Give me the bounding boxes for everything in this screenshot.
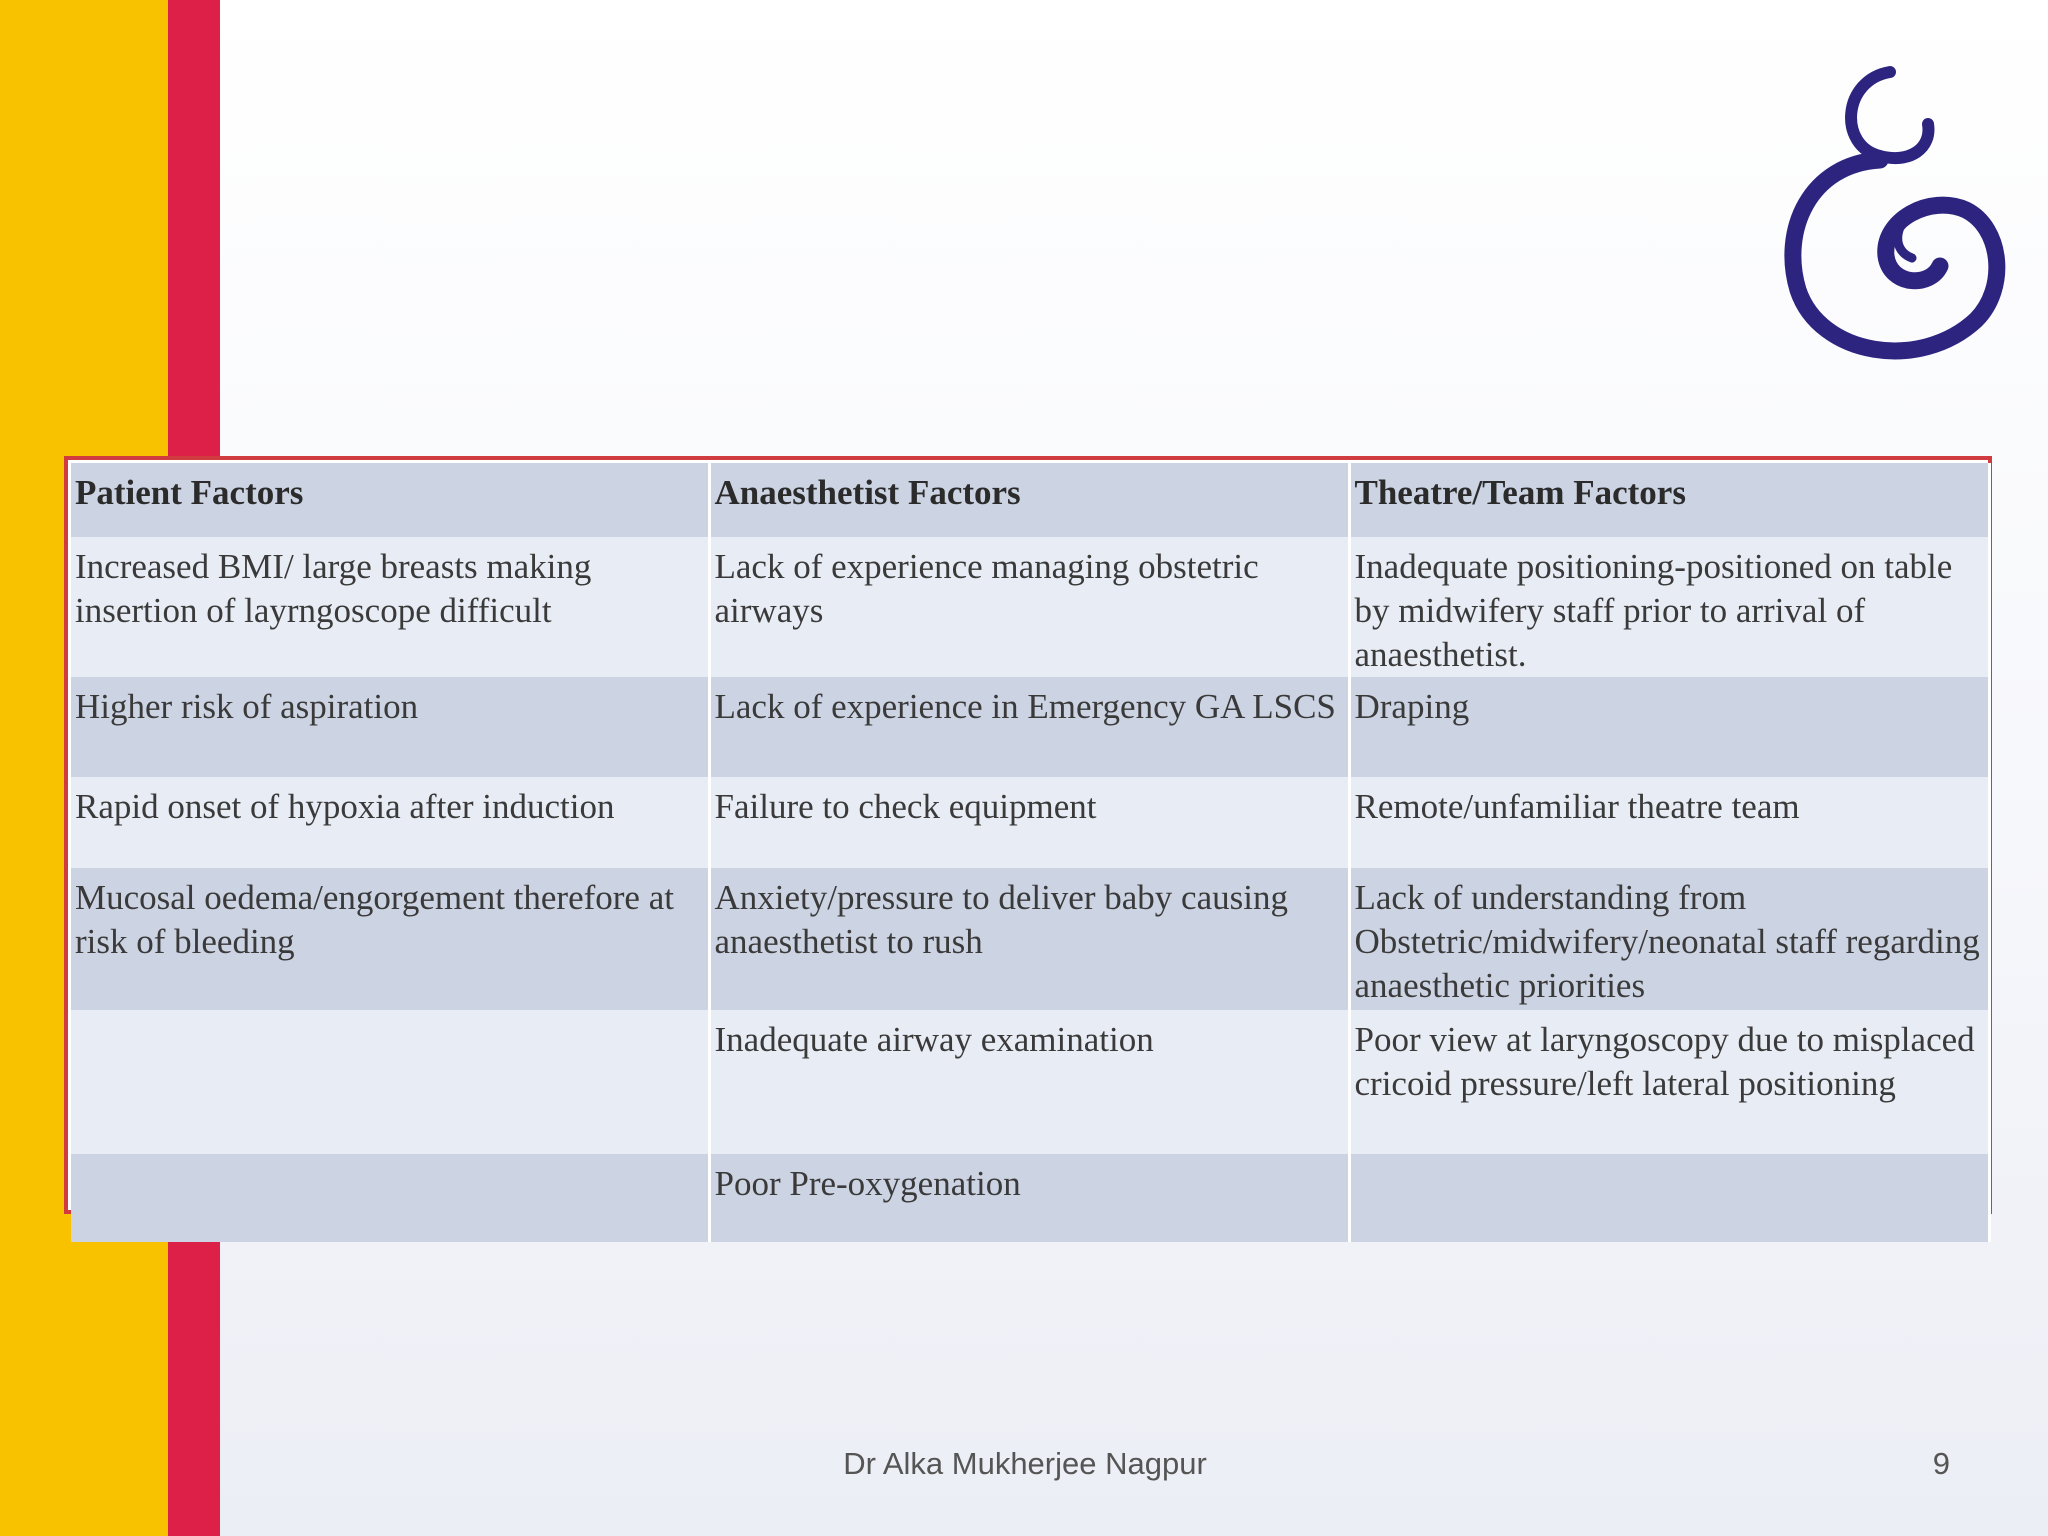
table-row [71, 777, 1989, 868]
table-cell: Failure to check equipment [709, 777, 1349, 868]
table-cell: Poor Pre-oxygenation [709, 1154, 1349, 1242]
table-cell: Lack of experience managing obstetric airways [709, 537, 1349, 677]
ampersand-swirl-logo [1770, 60, 2010, 380]
risk-factors-table [71, 463, 1991, 1242]
table-cell [71, 1010, 709, 1154]
table-row [71, 677, 1989, 777]
slide-number: 9 [1932, 1446, 1950, 1481]
table-row [71, 1154, 1989, 1242]
table-header-row [71, 463, 1989, 537]
footer-author: Dr Alka Mukherjee Nagpur [843, 1446, 1207, 1481]
header-theatre-team-factors: Theatre/Team Factors [1349, 463, 1989, 537]
table-cell: Inadequate airway examination [709, 1010, 1349, 1154]
table-row [71, 1010, 1989, 1154]
table-row [71, 537, 1989, 677]
table-cell [1349, 1154, 1989, 1242]
table-cell: Lack of experience in Emergency GA LSCS [709, 677, 1349, 777]
header-anaesthetist-factors: Anaesthetist Factors [709, 463, 1349, 537]
table-cell: Mucosal oedema/engorgement therefore at risk of bleeding [71, 868, 709, 1010]
table-cell: Rapid onset of hypoxia after induction [71, 777, 709, 868]
table-cell [71, 1154, 709, 1242]
table-cell: Draping [1349, 677, 1989, 777]
table-cell: Anxiety/pressure to deliver baby causing anaesthetist to rush [709, 868, 1349, 1010]
risk-factors-table-frame [64, 456, 1992, 1214]
table-cell: Inadequate positioning-positioned on table by midwifery staff prior to arrival of anaesthetist. [1349, 537, 1989, 677]
table-cell: Higher risk of aspiration [71, 677, 709, 777]
table-cell: Increased BMI/ large breasts making insertion of layrngoscope difficult [71, 537, 709, 677]
table-cell: Remote/unfamiliar theatre team [1349, 777, 1989, 868]
table-cell: Poor view at laryngoscopy due to misplaced cricoid pressure/left lateral positioning [1349, 1010, 1989, 1154]
table-cell: Lack of understanding from Obstetric/midwifery/neonatal staff regarding anaesthetic priorities [1349, 868, 1989, 1010]
header-patient-factors: Patient Factors [71, 463, 709, 537]
table-row [71, 868, 1989, 1010]
